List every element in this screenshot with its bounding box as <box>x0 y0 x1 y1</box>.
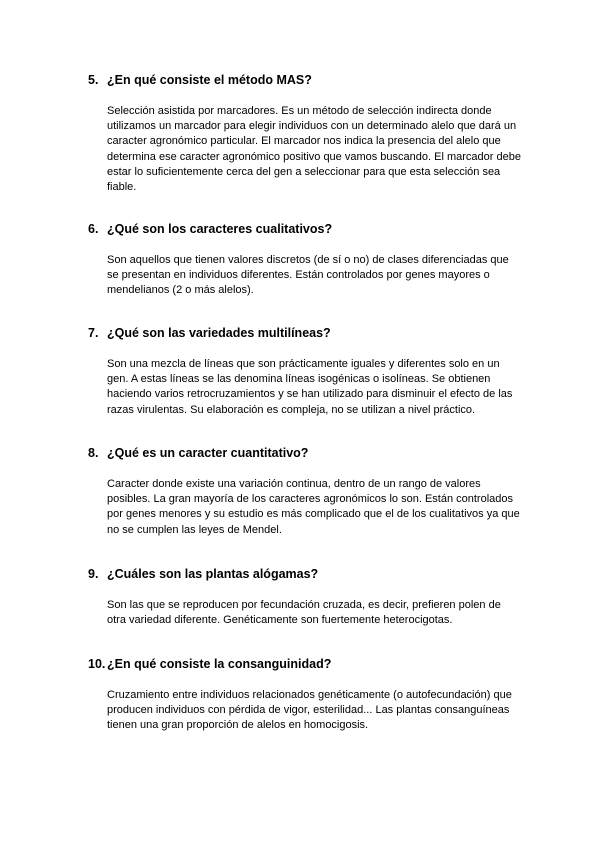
answer-line: Son las que se reproducen por fecundación cruzada, es decir, prefieren polen de <box>107 599 501 611</box>
answer-line: tienen una gran proporción de alelos en homocigosis. <box>107 719 369 732</box>
question-title: ¿Cuáles son las plantas alógamas? <box>107 567 319 581</box>
answer-paragraph <box>107 104 521 195</box>
answer-line: utilizamos un marcador para elegir individuos con un determinado alelo que dará un <box>107 120 517 133</box>
answer-paragraph <box>107 253 517 299</box>
question-heading <box>88 566 318 582</box>
answer-line: posibles. La gran mayoría de los caracteres agronómicos lo son. Están controlados <box>107 493 513 506</box>
answer-paragraph <box>107 357 517 418</box>
answer-line: determina ese caracter agronómico positivo que vamos buscando. El marcador debe <box>107 150 521 163</box>
answer-line: por genes menores y su estudio es más complicado que el de los cualitativos ya que <box>107 508 520 521</box>
answer-line: estar lo suficientemente cerca del gen a seleccionar para que esta selección sea <box>107 165 501 178</box>
question-number: 8. <box>88 446 99 460</box>
answer-paragraph <box>107 598 517 628</box>
question-title: ¿En qué consiste la consanguinidad? <box>107 657 332 671</box>
question-heading <box>88 221 332 237</box>
question-heading <box>88 325 331 341</box>
answer-line: caracter agronómico particular. El marcador nos indica la presencia del alelo que <box>107 135 501 148</box>
question-number: 9. <box>88 567 99 581</box>
question-heading <box>88 656 331 672</box>
answer-line: otra variedad diferente. Genéticamente son fuertemente heterocigotas. <box>107 614 453 627</box>
answer-paragraph <box>107 688 517 734</box>
question-title: ¿Qué son los caracteres cualitativos? <box>107 222 333 236</box>
question-heading <box>88 72 312 88</box>
question-heading <box>88 445 308 461</box>
answer-line: mendelianos (2 o más alelos). <box>107 284 254 297</box>
answer-line: Selección asistida por marcadores. Es un método de selección indirecta donde <box>107 105 492 117</box>
question-number: 5. <box>88 73 99 87</box>
question-number: 7. <box>88 326 99 340</box>
question-title: ¿En qué consiste el método MAS? <box>107 73 312 87</box>
answer-line: Caracter donde existe una variación continua, dentro de un rango de valores <box>107 478 481 490</box>
answer-line: fiable. <box>107 181 137 194</box>
answer-line: razas virulentas. Su elaboración es compleja, no se utilizan a nivel práctico. <box>107 403 476 416</box>
answer-line: Son una mezcla de líneas que son prácticamente iguales y diferentes solo en un <box>107 358 500 370</box>
answer-line: producen individuos con pérdida de vigor, esterilidad... Las plantas consanguíneas <box>107 704 510 717</box>
answer-line: Cruzamiento entre individuos relacionados genéticamente (o autofecundación) que <box>107 689 512 701</box>
question-number: 6. <box>88 222 99 236</box>
question-title: ¿Qué son las variedades multilíneas? <box>107 326 331 340</box>
answer-line: haciendo varios retrocruzamientos y se han utilizado para disminuir el efecto de las <box>107 388 513 401</box>
answer-paragraph <box>107 477 520 538</box>
answer-line: se presentan en individuos diferentes. Están controlados por genes mayores o <box>107 269 490 282</box>
question-title: ¿Qué es un caracter cuantitativo? <box>107 446 309 460</box>
answer-line: gen. A estas líneas se las denomina líneas isogénicas o isolíneas. Se obtienen <box>107 373 491 386</box>
answer-line: no se cumplen las leyes de Mendel. <box>107 523 282 536</box>
question-number: 10. <box>88 657 106 671</box>
answer-line: Son aquellos que tienen valores discretos (de sí o no) de clases diferenciadas que <box>107 254 509 266</box>
